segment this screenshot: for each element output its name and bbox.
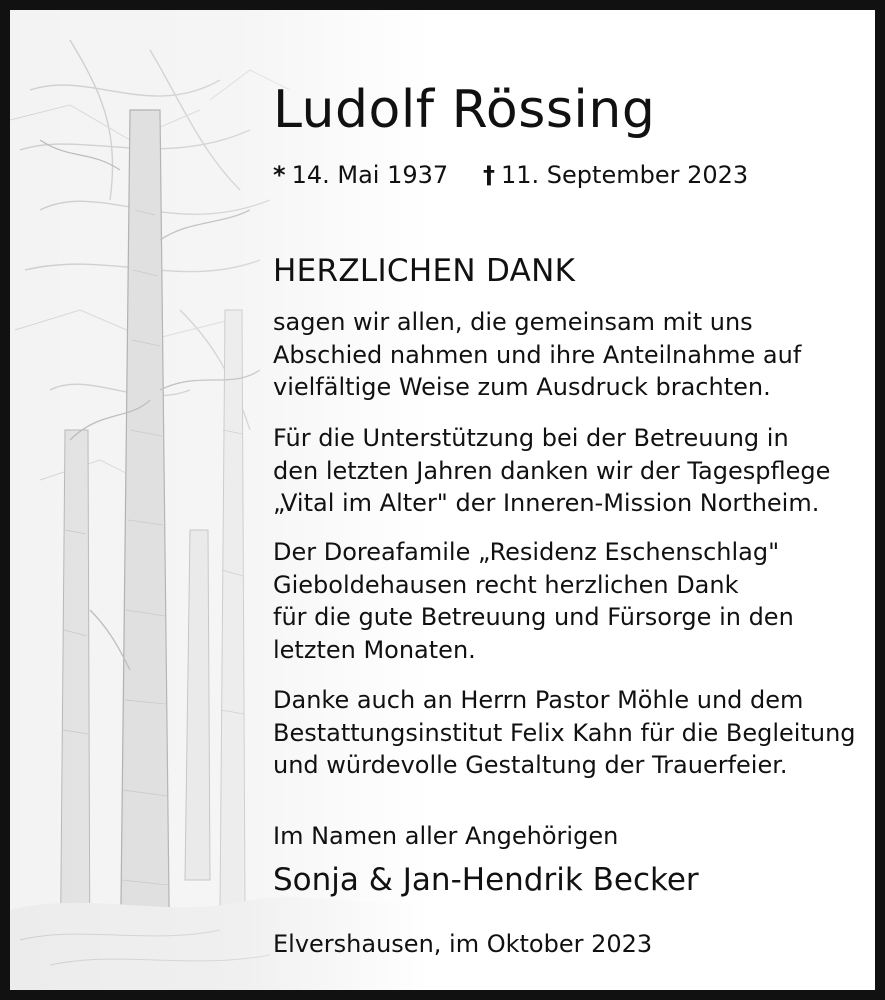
paragraph-thanks-residence (273, 536, 794, 666)
death-date: 11. September 2023 (501, 161, 749, 189)
paragraph-line: vielfältige Weise zum Ausdruck brachten. (273, 373, 771, 401)
paragraph-thanks-attendees (273, 306, 801, 404)
paragraph-line: den letzten Jahren danken wir der Tagespflege (273, 456, 831, 485)
paragraph-line: Für die Unterstützung bei der Betreuung in (273, 424, 789, 452)
death-cross-symbol: † (483, 161, 495, 189)
place-and-date: Elvershausen, im Oktober 2023 (273, 930, 653, 958)
birth-date: 14. Mai 1937 (291, 161, 449, 189)
paragraph-line: „Vital im Alter" der Inneren-Mission Northeim. (273, 489, 820, 517)
paragraph-line: letzten Monaten. (273, 635, 476, 664)
birth-star-symbol: * (273, 161, 286, 189)
paragraph-line: Danke auch an Herrn Pastor Möhle und dem (273, 686, 804, 714)
paragraph-thanks-pastor (273, 684, 856, 782)
birth-date-line (273, 160, 448, 190)
closing-line: Im Namen aller Angehörigen (273, 822, 619, 850)
paragraph-line: Gieboldehausen recht herzlichen Dank (273, 570, 739, 599)
paragraph-thanks-daycare (273, 422, 830, 520)
paragraph-line: für die gute Betreuung und Fürsorge in den (273, 603, 794, 631)
paragraph-line: sagen wir allen, die gemeinsam mit uns (273, 308, 753, 336)
paragraph-line: Der Doreafamile „Residenz Eschenschlag" (273, 538, 780, 566)
paragraph-line: Bestattungsinstitut Felix Kahn für die Begleitung (273, 718, 856, 747)
paragraph-line: und würdevolle Gestaltung der Trauerfeier. (273, 751, 788, 779)
deceased-name: Ludolf Rössing (273, 80, 656, 140)
paragraph-line: Abschied nahmen und ihre Anteilnahme auf (273, 340, 802, 369)
thanks-heading: HERZLICHEN DANK (273, 253, 576, 289)
signers-names: Sonja & Jan-Hendrik Becker (273, 862, 699, 898)
death-date-line (483, 160, 748, 190)
